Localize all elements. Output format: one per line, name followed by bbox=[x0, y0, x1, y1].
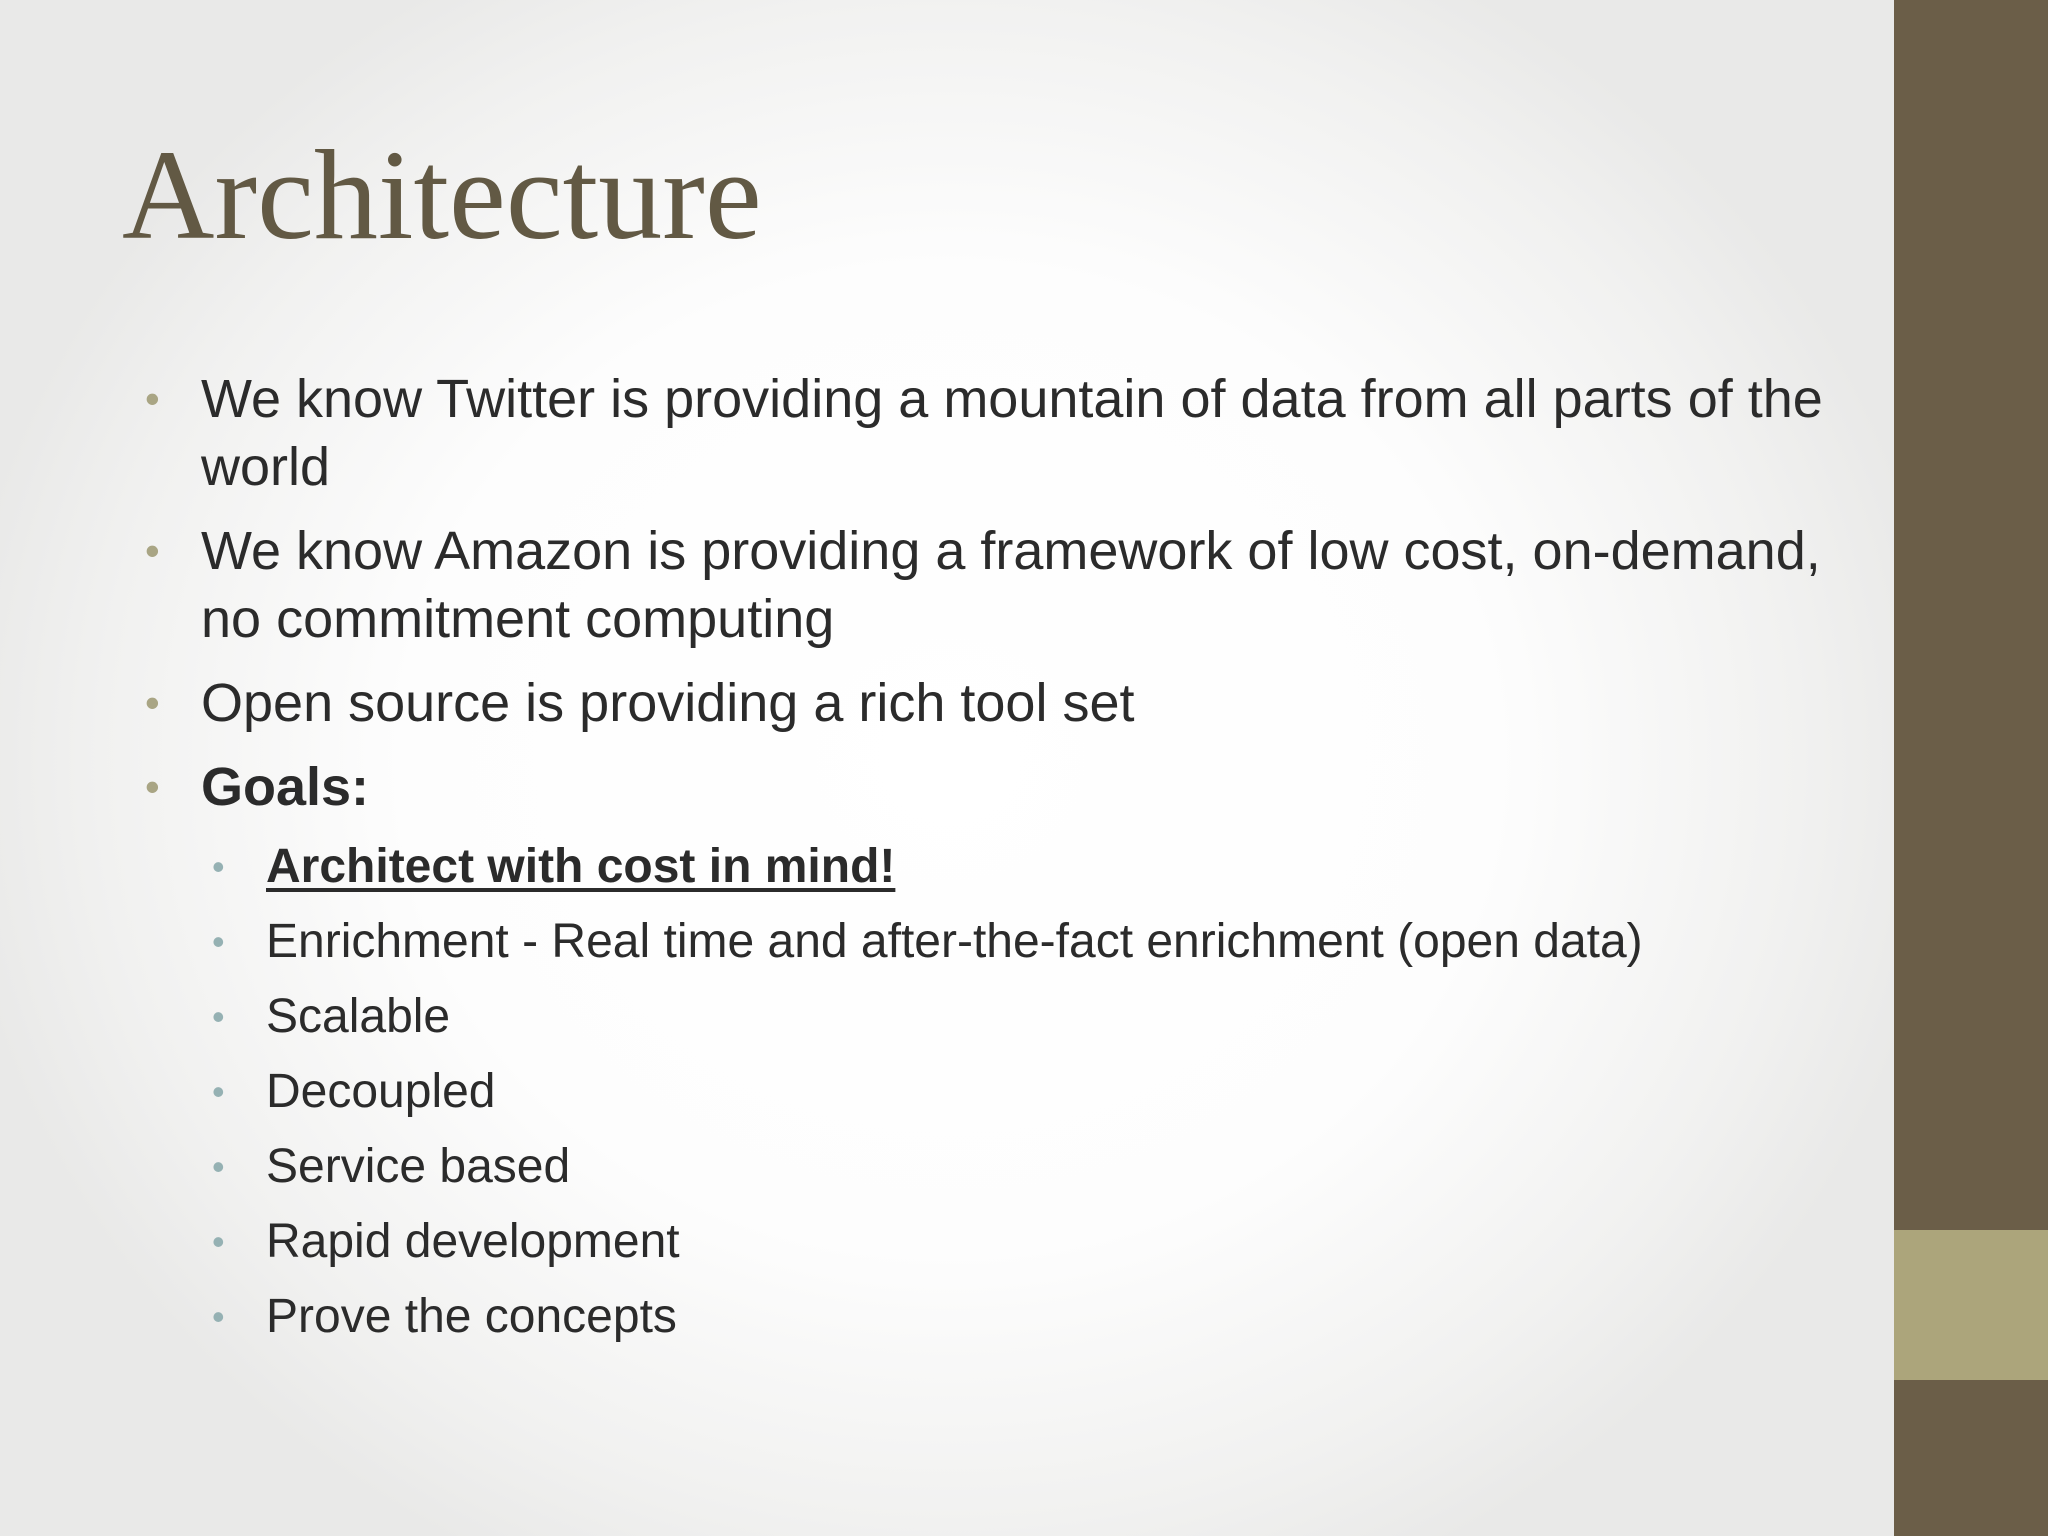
sub-bullet-item bbox=[212, 1137, 1845, 1197]
sub-bullet-text: Enrichment - Real time and after-the-fact enrichment (open data) bbox=[266, 915, 1643, 968]
goals-sub-list bbox=[212, 837, 1845, 1347]
bullet-item bbox=[145, 517, 1845, 653]
slide-title: Architecture bbox=[122, 124, 762, 266]
bullet-text: Goals: bbox=[201, 757, 370, 817]
sub-bullet-text: Architect with cost in mind! bbox=[266, 840, 896, 893]
sub-bullet-item bbox=[212, 1287, 1845, 1347]
bullet-item bbox=[145, 365, 1845, 501]
sub-bullet-text: Prove the concepts bbox=[266, 1290, 677, 1343]
sub-bullet-dot-icon: • bbox=[212, 1071, 225, 1112]
sub-bullet-dot-icon: • bbox=[212, 1296, 225, 1337]
sub-bullet-item bbox=[212, 837, 1845, 897]
bullet-text: We know Twitter is providing a mountain of data from all parts of the world bbox=[201, 369, 1823, 497]
side-accent-decoration bbox=[1894, 1230, 2048, 1380]
bullet-item-goals bbox=[145, 753, 1845, 821]
bullet-dot-icon: • bbox=[145, 679, 160, 726]
bullet-dot-icon: • bbox=[145, 763, 160, 810]
sub-bullet-item bbox=[212, 1212, 1845, 1272]
bullet-list bbox=[145, 365, 1845, 1362]
sub-bullet-text: Rapid development bbox=[266, 1215, 680, 1268]
sub-bullet-dot-icon: • bbox=[212, 996, 225, 1037]
sub-bullet-dot-icon: • bbox=[212, 921, 225, 962]
bullet-dot-icon: • bbox=[145, 527, 160, 574]
sub-bullet-item bbox=[212, 912, 1845, 972]
sub-bullet-item bbox=[212, 987, 1845, 1047]
sub-bullet-text: Service based bbox=[266, 1140, 571, 1193]
bullet-text: Open source is providing a rich tool set bbox=[201, 673, 1135, 733]
sub-bullet-dot-icon: • bbox=[212, 1146, 225, 1187]
sub-bullet-item bbox=[212, 1062, 1845, 1122]
sub-bullet-text: Scalable bbox=[266, 990, 451, 1043]
sub-bullet-dot-icon: • bbox=[212, 1221, 225, 1262]
bullet-item bbox=[145, 669, 1845, 737]
bullet-text: We know Amazon is providing a framework of low cost, on-demand, no commitment computing bbox=[201, 521, 1821, 649]
sub-bullet-dot-icon: • bbox=[212, 846, 225, 887]
sub-bullet-text: Decoupled bbox=[266, 1065, 496, 1118]
bullet-dot-icon: • bbox=[145, 375, 160, 422]
